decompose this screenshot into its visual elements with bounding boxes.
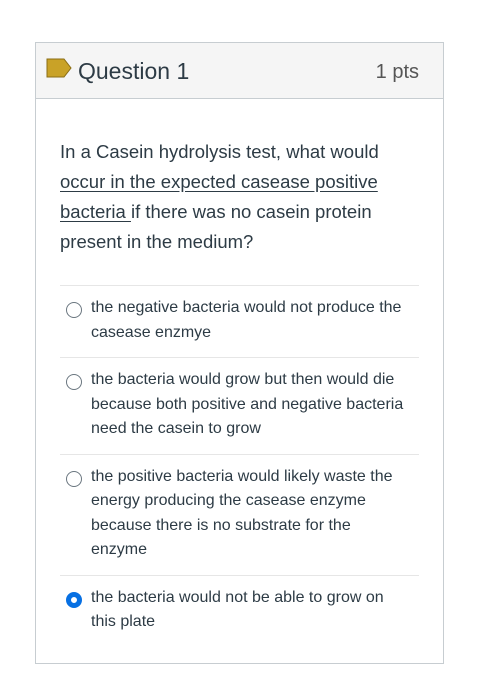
answer-text: the bacteria would not be able to grow on this plate [91, 588, 384, 630]
prompt-tail: if there was no casein protein present in the medium? [60, 201, 372, 252]
prompt-lead: In a Casein hydrolysis test, what would [60, 141, 379, 162]
radio-button[interactable] [66, 302, 82, 318]
question-points: 1 pts [375, 61, 419, 83]
answer-list [60, 286, 419, 647]
answer-text: the negative bacteria would not produce the casease enzmye [91, 299, 402, 341]
prompt-underlined: occur in the expected casease positive bacteria [60, 171, 378, 222]
answer-text: the bacteria would grow but then would die because both positive and negative bacteria need the casein to grow [91, 371, 404, 437]
radio-button[interactable] [66, 374, 82, 390]
answer-text: the positive bacteria would likely waste the energy producing the casease enzyme because there is no substrate for the enzyme [91, 467, 393, 558]
question-card [35, 42, 444, 664]
question-header [36, 43, 443, 99]
answer-option[interactable] [60, 286, 419, 358]
radio-button[interactable] [66, 471, 82, 487]
answer-option[interactable] [60, 576, 419, 647]
answer-option[interactable] [60, 455, 419, 576]
answer-option[interactable] [60, 358, 419, 455]
question-title: Question 1 [78, 58, 190, 84]
flag-icon[interactable] [46, 58, 72, 78]
radio-button-selected[interactable] [66, 592, 82, 608]
question-body [36, 137, 443, 647]
question-prompt [60, 137, 419, 286]
